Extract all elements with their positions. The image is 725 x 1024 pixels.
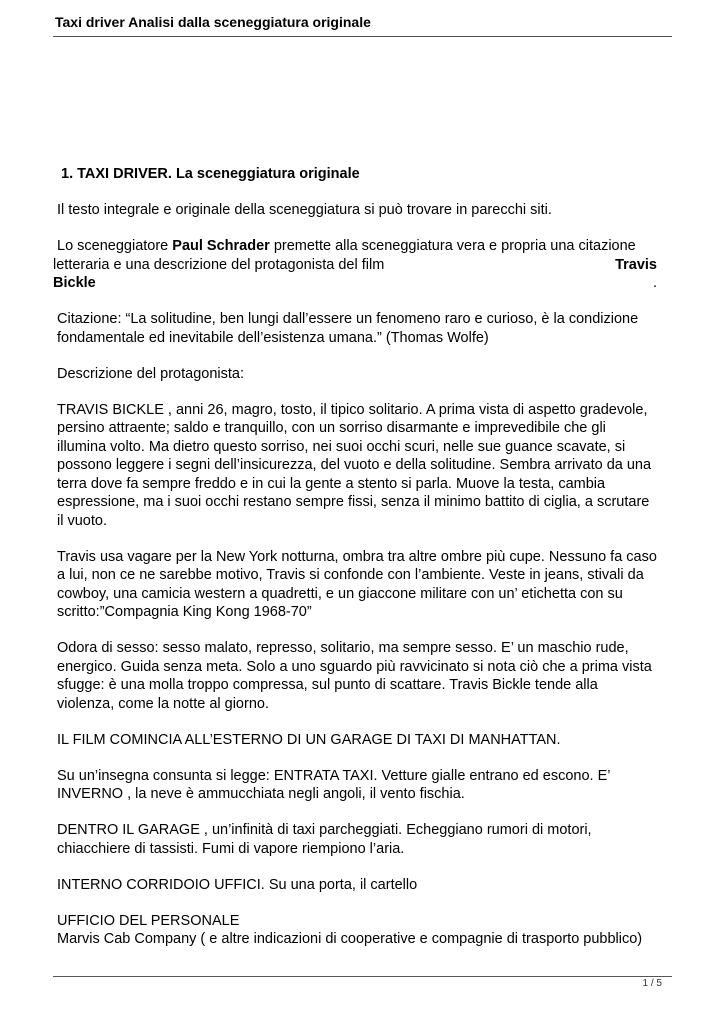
page-number: 1 / 5 (642, 978, 662, 989)
schrader-post: premette alla sceneggiatura vera e propria una citazione (269, 238, 636, 254)
page-footer (53, 976, 672, 989)
schrader-pre: Lo sceneggiatore (57, 238, 173, 254)
schrader-line2-text: letteraria e una descrizione del protagonista del film (53, 256, 385, 273)
travis-bickle-paragraph: TRAVIS BICKLE , anni 26, magro, tosto, il tipico solitario. A prima vista di aspetto gradevole, persino attraente; saldo e tranquillo, con un sorriso disarmante e imprevedibile che gli illumina volto. Ma dietro questo sorriso, nei suoi occhi scuri, nelle sue guance scavate, si possono leggere i segni dell’insicurezza, del vuoto e della solitudine. Sembra arrivato da una terra dove fa sempre freddo e in cui la gente a stento si parla. Muove la testa, cambia espressione, ma i suoi occhi restano sempre fissi, senza il minimo battito di ciglia, a scrutare il vuoto. (57, 401, 652, 529)
schrader-bickle: Bickle (53, 275, 96, 291)
document-title: Taxi driver Analisi dalla sceneggiatura originale (55, 14, 371, 30)
descrizione-label: Descrizione del protagonista: (57, 365, 244, 382)
schrader-name: Paul Schrader (172, 238, 270, 254)
schrader-line-3 (53, 274, 657, 293)
ufficio-block (53, 912, 657, 949)
schrader-end: . (652, 275, 657, 291)
film-comincia-paragraph: IL FILM COMINCIA ALL’ESTERNO DI UN GARAGE DI TAXI DI MANHATTAN. (57, 731, 561, 748)
page-header (53, 13, 672, 37)
schrader-travis: Travis (615, 256, 657, 273)
schrader-paragraph (53, 237, 657, 293)
section-heading: 1. TAXI DRIVER. La sceneggiatura originale (61, 166, 360, 182)
ufficio-label: UFFICIO DEL PERSONALE (57, 912, 240, 929)
insegna-paragraph: Su un’insegna consunta si legge: ENTRATA TAXI. Vetture gialle entrano ed escono. E’ INVERNO , la neve è ammucchiata negli angoli, il vento fischia. (57, 767, 610, 802)
schrader-line-2 (53, 256, 657, 275)
garage-paragraph: DENTRO IL GARAGE , un’infinità di taxi parcheggiati. Echeggiano rumori di motori, chiacchiere di tassisti. Fumi di vapore riempiono l’aria. (57, 822, 592, 857)
odore-paragraph: Odora di sesso: sesso malato, represso, solitario, ma sempre sesso. E’ un maschio rude, energico. Guida senza meta. Solo a uno sguardo più ravvicinato si nota ciò che a prima vista sfugge: è una molla troppo compressa, sul punto di scattare. Travis Bickle tende alla violenza, come la notte al giorno. (57, 640, 652, 712)
corridoio-paragraph: INTERNO CORRIDOIO UFFICI. Su una porta, il cartello (57, 876, 418, 893)
document-body (53, 165, 657, 966)
citazione-paragraph: Citazione: “La solitudine, ben lungi dall’essere un fenomeno raro e curioso, è la condizione fondamentale ed inevitabile dell’esistenza umana.” (Thomas Wolfe) (57, 311, 639, 346)
new-york-paragraph: Travis usa vagare per la New York notturna, ombra tra altre ombre più cupe. Nessuno fa caso a lui, non ce ne sarebbe motivo, Travis si confonde con l’ambiente. Veste in jeans, stivali da cowboy, una camicia western a quadretti, e un giaccone militare con un’ etichetta con su scritto:”Compagnia King Kong 1968-70” (57, 548, 657, 620)
marvis-line: Marvis Cab Company ( e altre indicazioni di cooperative e compagnie di trasporto pubblico) (57, 931, 643, 947)
intro-paragraph: Il testo integrale e originale della sceneggiatura si può trovare in parecchi siti. (57, 202, 552, 218)
